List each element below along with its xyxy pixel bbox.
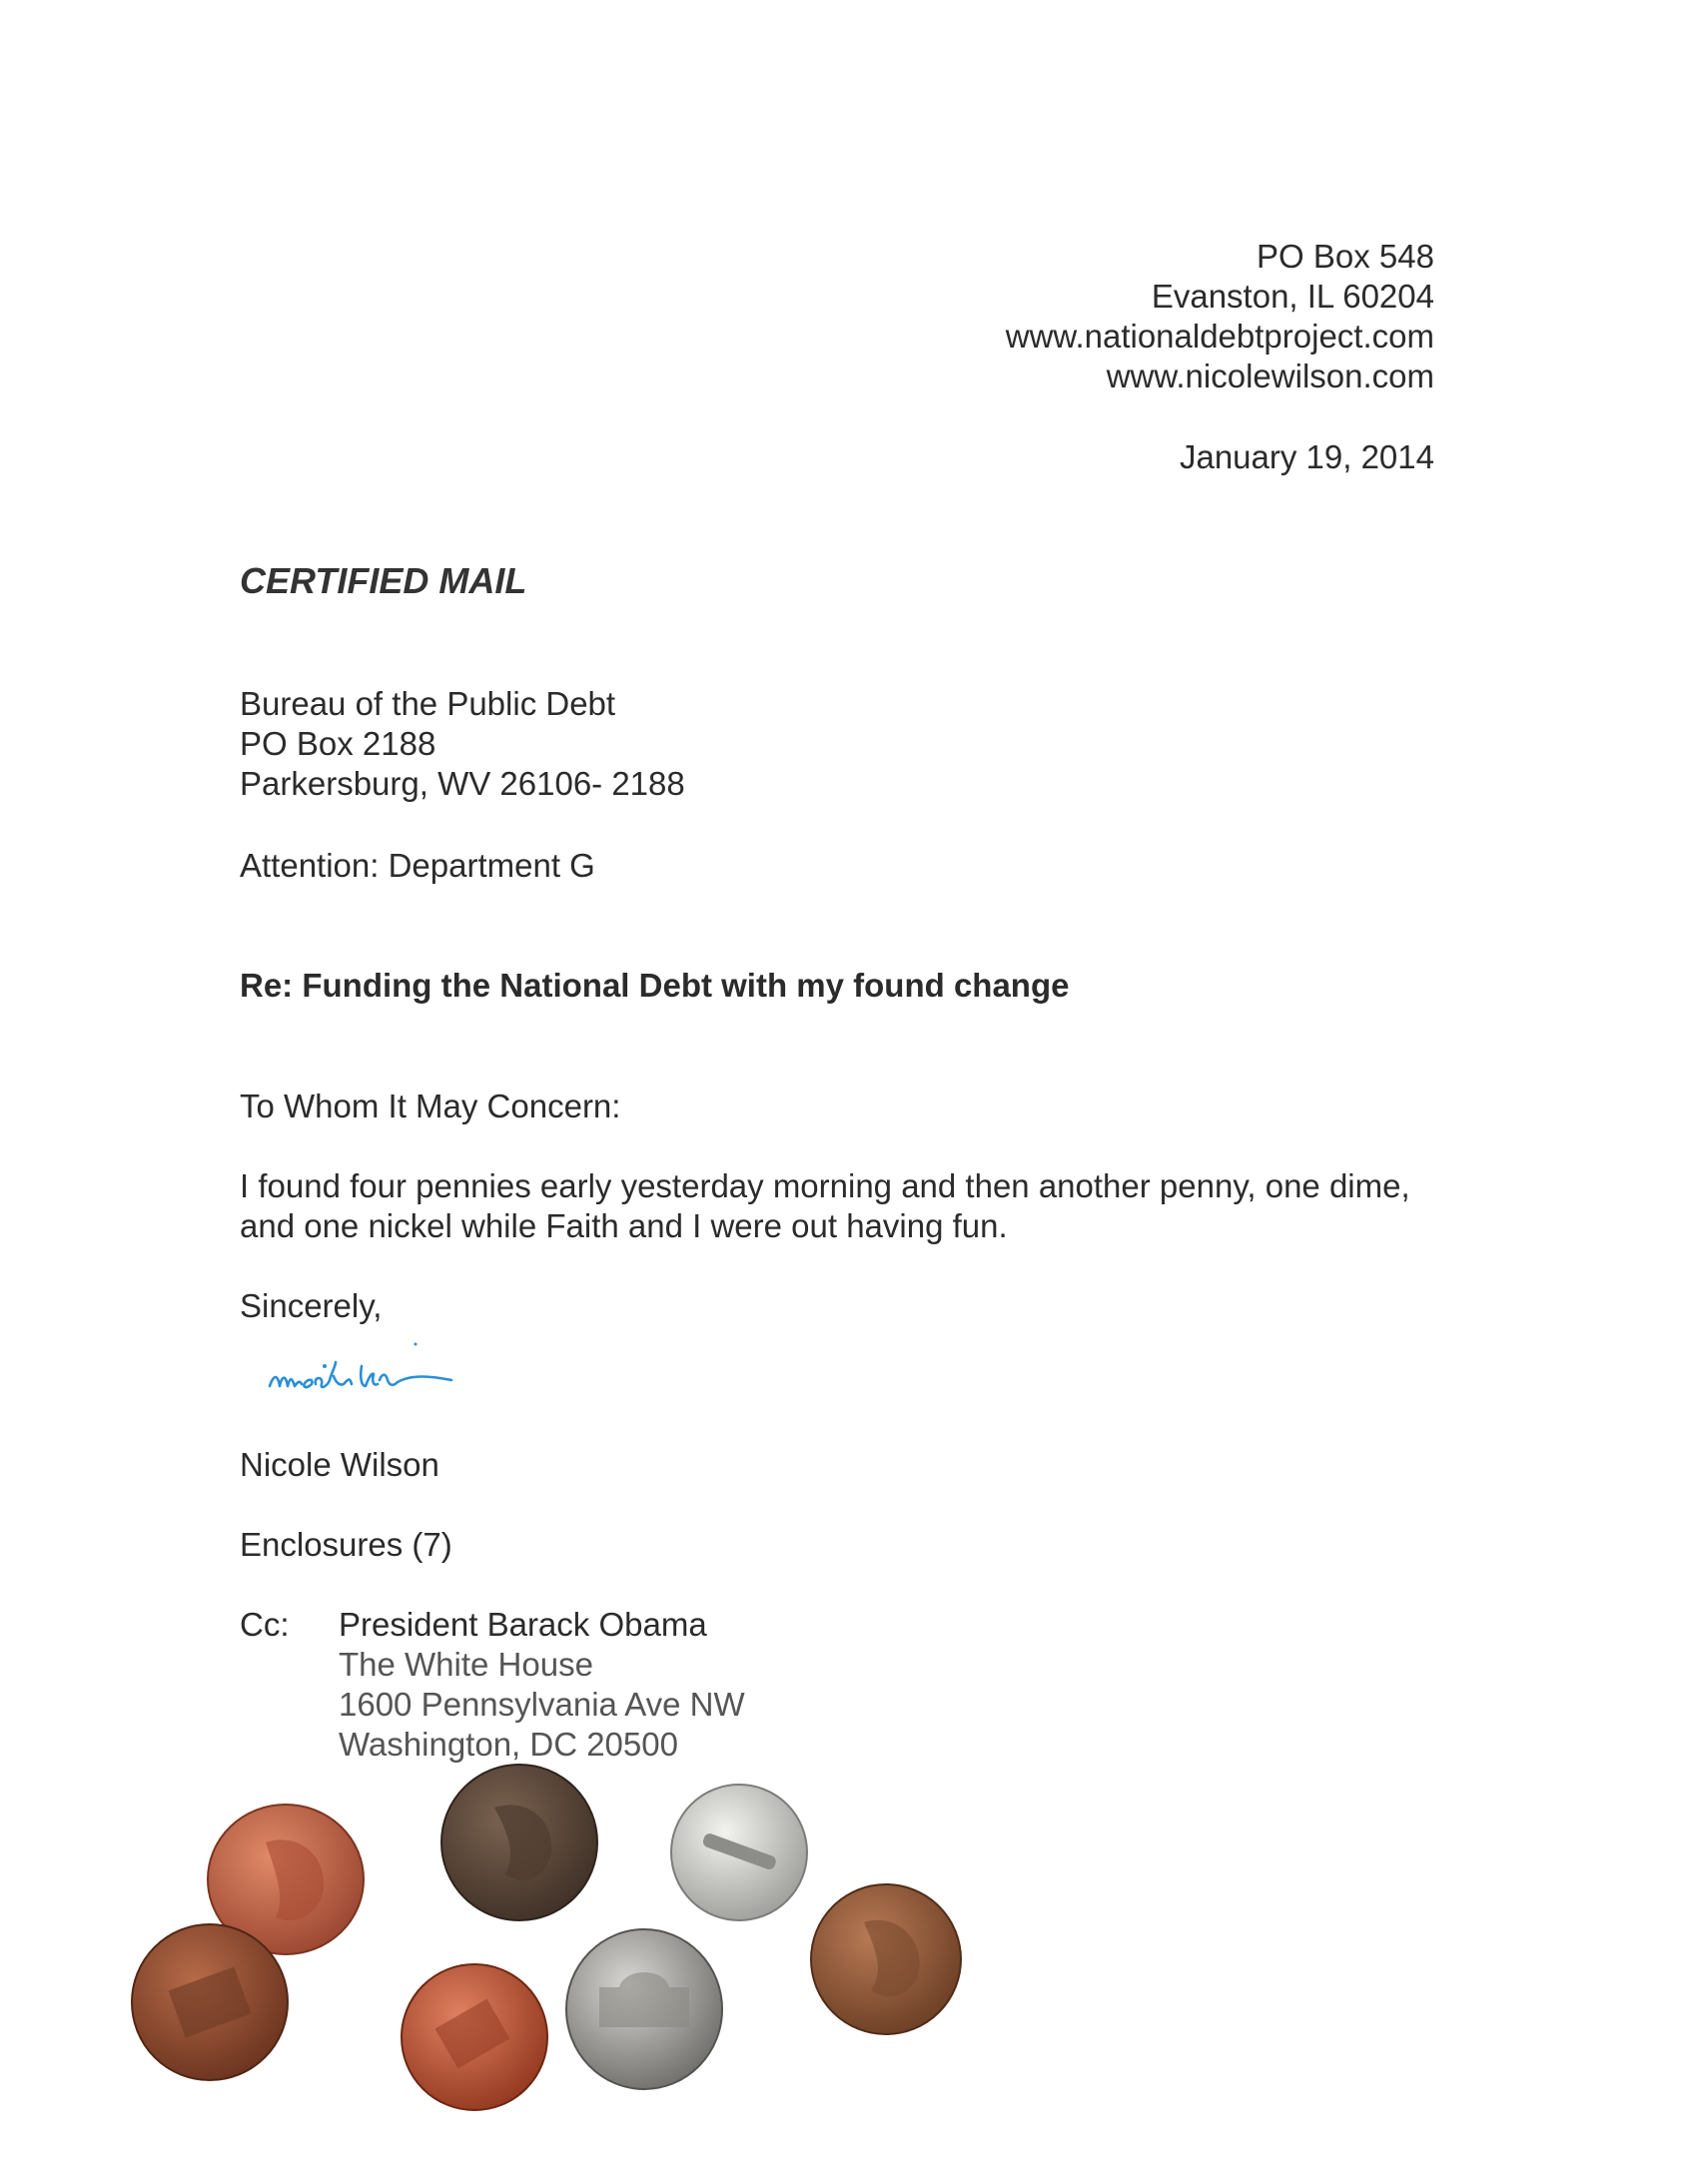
cc-address-line: 1600 Pennsylvania Ave NW (339, 1686, 745, 1723)
delivery-method: CERTIFIED MAIL (240, 560, 527, 601)
dime-coin (669, 1783, 809, 1922)
body-line: and one nickel while Faith and I were out having fun. (240, 1207, 1008, 1244)
letter-date: January 19, 2014 (1179, 438, 1434, 475)
cc-address-line: The White House (339, 1646, 593, 1683)
recipient-address-line: PO Box 2188 (240, 725, 436, 762)
sender-address-line: PO Box 548 (1257, 238, 1434, 275)
body-line: I found four pennies early yesterday morning and then another penny, one dime, (240, 1167, 1410, 1204)
nickel-coin (564, 1927, 724, 2092)
penny-coin (809, 1882, 964, 2037)
cc-address-line: Washington, DC 20500 (339, 1726, 678, 1763)
penny-coin (130, 1922, 290, 2082)
attention-line: Attention: Department G (240, 847, 595, 884)
penny-coin (439, 1763, 599, 1922)
salutation: To Whom It May Concern: (240, 1088, 621, 1124)
cc-label: Cc: (240, 1606, 290, 1643)
closing: Sincerely, (240, 1287, 383, 1324)
recipient-address-line: Parkersburg, WV 26106- 2188 (240, 765, 685, 802)
handwritten-signature (262, 1336, 561, 1406)
recipient-address (240, 684, 685, 804)
enclosures-note: Enclosures (7) (240, 1526, 452, 1563)
signer-name: Nicole Wilson (240, 1446, 439, 1483)
cc-address-line: President Barack Obama (339, 1606, 707, 1643)
cc-address (339, 1605, 745, 1765)
recipient-address-line: Bureau of the Public Debt (240, 685, 616, 722)
penny-coin (400, 1962, 549, 2112)
sender-website-line: www.nationaldebtproject.com (1005, 318, 1434, 355)
sender-address (1006, 237, 1434, 396)
sender-website-line: www.nicolewilson.com (1106, 358, 1434, 394)
letter-body (240, 1166, 1410, 1246)
enclosed-coins (110, 1763, 979, 2142)
subject-line: Re: Funding the National Debt with my found change (240, 967, 1070, 1004)
sender-address-line: Evanston, IL 60204 (1151, 278, 1434, 315)
